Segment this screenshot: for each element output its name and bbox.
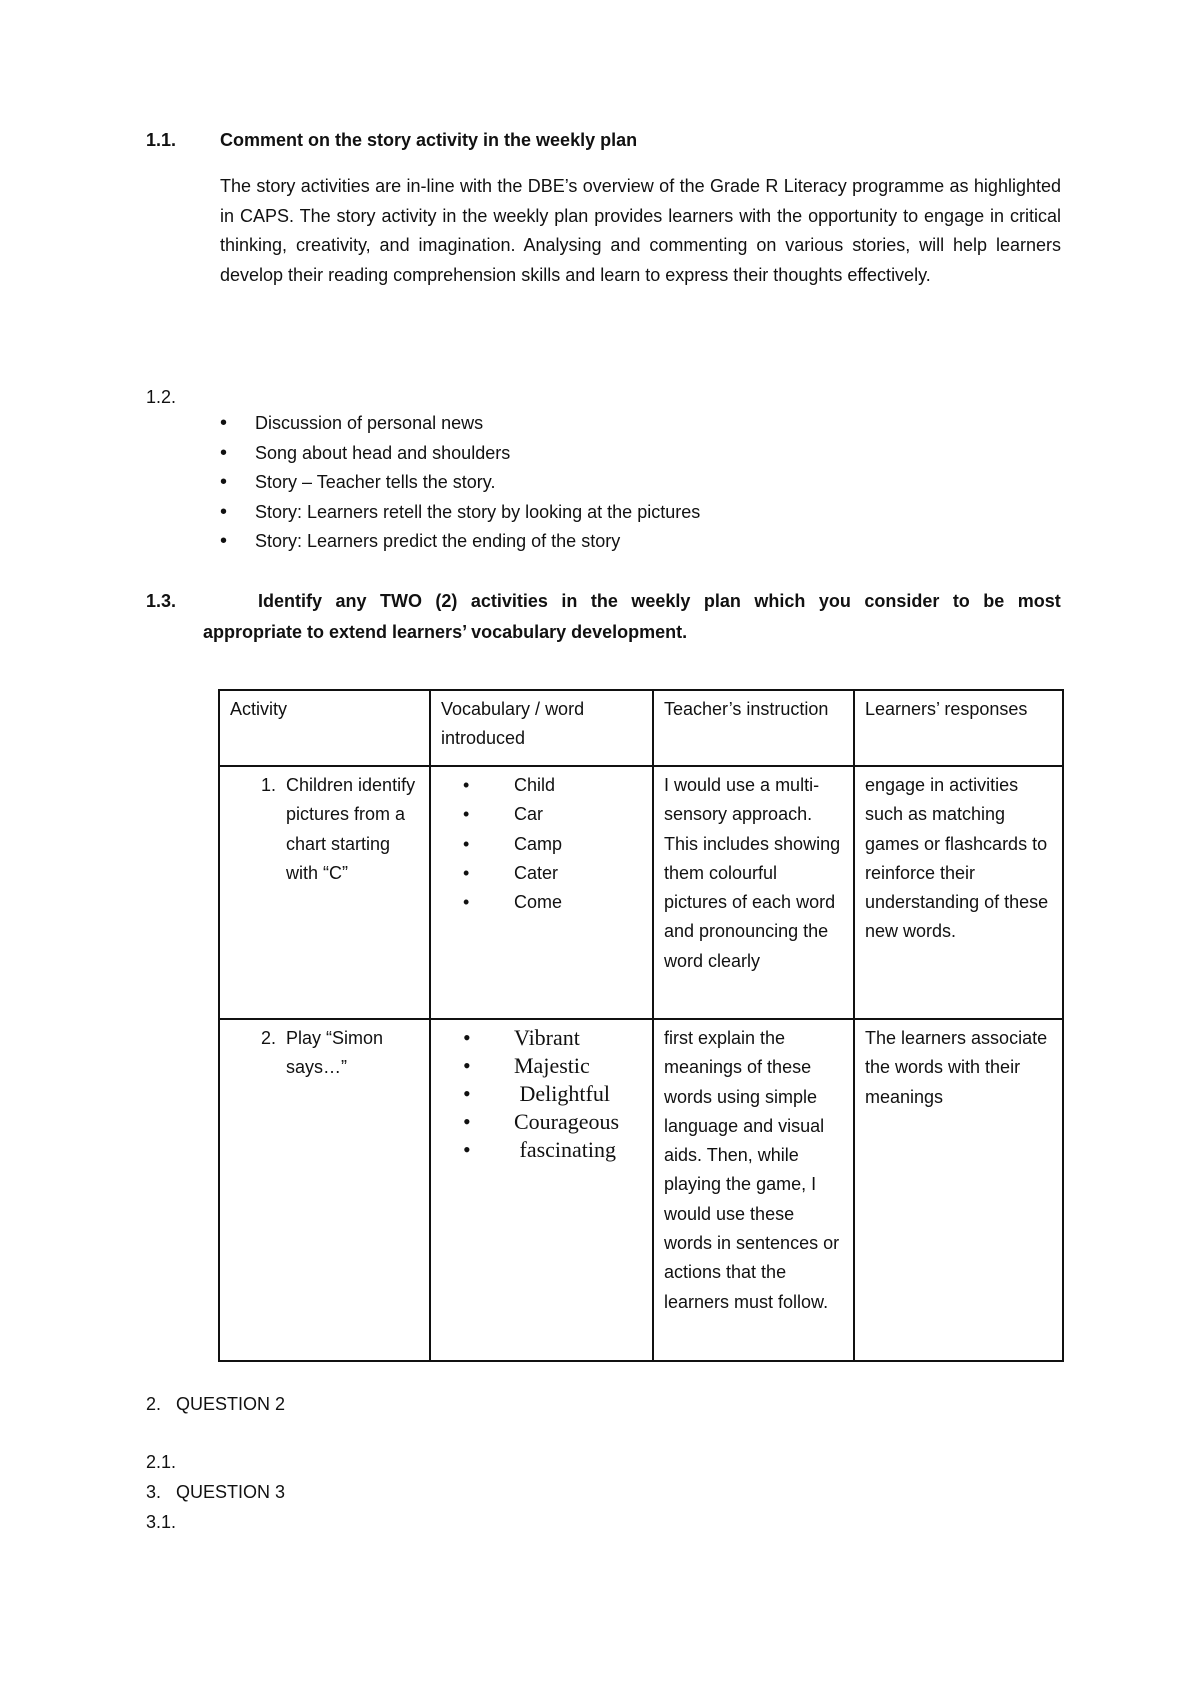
question-word: which (754, 591, 806, 611)
instruction-cell: first explain the meanings of these words using simple language and visual aids. Then, while playing the game, I would use these words in sentences or actions that the learners must follow. (653, 1019, 854, 1361)
question-word: TWO (379, 591, 422, 611)
list-item: • Discussion of personal news (220, 409, 700, 439)
list-item: • Story: Learners predict the ending of the story (220, 527, 700, 557)
question-word: to (952, 591, 970, 611)
list-item: • Song about head and shoulders (220, 439, 700, 469)
vocabulary-cell (430, 766, 653, 1019)
question-2-label: 2. QUESTION 2 (146, 1394, 286, 1414)
vocabulary-word: • Camp (463, 830, 642, 859)
question-word: any (335, 591, 367, 611)
question-word: (2) (435, 591, 458, 611)
section-number: 1.3. (146, 591, 177, 611)
question-word: most (1017, 591, 1061, 611)
section-number: 1.2. (146, 387, 177, 407)
section-heading: Comment on the story activity in the weekly plan (220, 130, 638, 150)
list-item: • Story – Teacher tells the story. (220, 468, 700, 498)
vocabulary-word: • Vibrant (463, 1024, 642, 1052)
vocabulary-list (441, 1024, 642, 1164)
activity-number: 1. (260, 775, 276, 795)
column-header: Learners’ responses (854, 690, 1063, 766)
instruction-cell: I would use a multi-sensory approach. This includes showing them colourful pictures of each word and pronouncing the word clearly (653, 766, 854, 1019)
table-header-row (219, 690, 1063, 766)
question-word: in (561, 591, 578, 611)
vocabulary-word: • Come (463, 888, 642, 917)
question-word: Identify (257, 591, 322, 611)
section-question (146, 586, 1061, 648)
vocabulary-word: • Car (463, 800, 642, 829)
answer-paragraph: The story activities are in-line with the DBE’s overview of the Grade R Literacy programme as highlighted in CAPS. The story activity in the weekly plan provides learners with the opportunity to engage in critical thinking, creativity, and imagination. Analysing and commenting on various stories, will help learners develop their reading comprehension skills and learn to express their thoughts effectively. (220, 176, 1061, 285)
activity-cell (219, 766, 430, 1019)
question-word: activities (470, 591, 548, 611)
column-header: Activity (219, 690, 430, 766)
response-cell: The learners associate the words with their meanings (854, 1019, 1063, 1361)
section-number: 1.1. (146, 130, 177, 150)
subsection-number: 2.1. (146, 1452, 177, 1472)
table-row (219, 1019, 1063, 1361)
bullet-list (220, 409, 700, 557)
vocabulary-word: • fascinating (463, 1136, 642, 1164)
question-word: consider (864, 591, 940, 611)
question-word: weekly (631, 591, 691, 611)
vocabulary-cell (430, 1019, 653, 1361)
list-item: • Story: Learners retell the story by looking at the pictures (220, 498, 700, 528)
vocabulary-list (441, 771, 642, 917)
activity-text: Play “Simon says…” (286, 1028, 384, 1078)
subsection-number: 3.1. (146, 1512, 177, 1532)
question-word: you (818, 591, 851, 611)
question-word: be (983, 591, 1005, 611)
question-3-label: 3. QUESTION 3 (146, 1482, 286, 1502)
vocabulary-word: • Courageous (463, 1108, 642, 1136)
vocabulary-word: • Majestic (463, 1052, 642, 1080)
activity-number: 2. (260, 1028, 276, 1048)
question-line: appropriate to extend learners’ vocabulary development. (203, 622, 688, 642)
question-word: the (590, 591, 618, 611)
vocabulary-word: • Cater (463, 859, 642, 888)
column-header: Vocabulary / word introduced (430, 690, 653, 766)
question-word: plan (703, 591, 741, 611)
response-cell: engage in activities such as matching games or flashcards to reinforce their understanding of these new words. (854, 766, 1063, 1019)
activity-text: Children identify pictures from a chart starting with “C” (286, 775, 416, 883)
vocabulary-word: • Delightful (463, 1080, 642, 1108)
column-header: Teacher’s instruction (653, 690, 854, 766)
activity-cell (219, 1019, 430, 1361)
vocabulary-table (218, 689, 1064, 1362)
table-row (219, 766, 1063, 1019)
vocabulary-word: • Child (463, 771, 642, 800)
